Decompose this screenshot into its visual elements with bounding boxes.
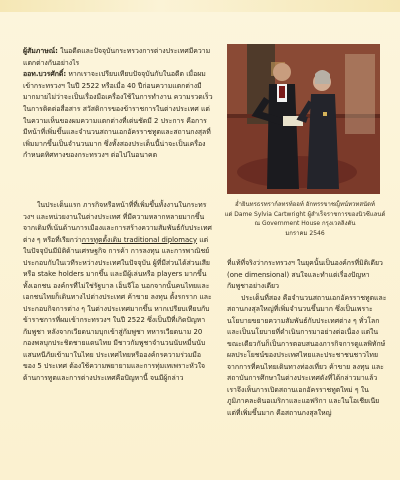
traditional-diplomacy-term: การทูตดั้งเดิม traditional diplomacy (81, 235, 198, 244)
caption-line-1: ฮ่ำยินทรธรทราก์ลทรท์ออท์ อักทรรขาชญ็ทน์ทวทสนัดท์ (234, 201, 375, 208)
answer-text: หากเราจะเปรียบเทียบปัจจุบันกับในอดีต เมื่อผมเข้ากระทรวงฯ ในปี 2522 หรือเมื่อ 40 ปีก่อนความแตกต่างมีมากมายไม่ว่าจะเป็นเรื่องมือเครื่องใช้ในการทำงาน ความรวดเร็วในการติดต่อสื่อสาร สวัสดิการของข้าราชการในต่างประเทศ แต่ในความเห็นของผมความแตกต่างที่เด่นชัดมี 2 ประการ คือการมีหน้าที่เพิ่มขึ้นและจำนวนสถานเอกอัครราชทูตและสถานกงสุลที่เพิ่มมากขึ้นเป็นจำนวนมาก ซึ่งทั้งสองประเด็นนี้น่าจะเป็นเครื่องกำหนดทิศทางของกระทรวงฯ ต่อไปในอนาคต (23, 70, 213, 160)
interview-question (23, 46, 213, 69)
left-paragraph-1-continued: แต่ในปัจจุบันมีมิติด้านเศรษฐกิจ การค้า การลงทุน และการพาณิชย์ประกอบกับในเวทีระหว่างประเทศในปัจจุบัน ผู้ที่มีส่วนได้ส่วนเสียหรือ stake holders มากขึ้น และมีผู้เล่นหรือ players มากขึ้น ทั้งเอกชน องค์กรที่ไม่ใช่รัฐบาล เอ็นจีโอ นอกจากนั้นคนไทยและเอกชนไทยก็เดินทางไปต่างประเทศ ค้าขาย ลงทุน ตั้งรกราก และประกอบกิจการต่าง ๆ ในต่างประเทศมากขึ้น หากเปรียบเทียบกับข้าราชการที่ผมเข้ากระทรวงฯ ในปี 2522 ซึ่งเป็นปีที่เกิดปัญหากัมพูชา หลังจากเวียดนามบุกเข้าสู่กัมพูชา ทหารเวียดนาม 20 กองพลบุกประชิดชายแดนไทย มีชาวกัมพูชาจำนวนนับหมื่นนับแสนหนีภัยเข้ามาในไทย ประเทศไทยหรือองค์กรความร่วมมือของ 5 ประเทศ ต้องใช้ความพยายามและการทุ่มเทเพราะหัวใจด้านการทูตและการต่างประเทศคือปัญหานี้ จนมีผู้กล่าว (23, 235, 212, 382)
right-paragraph-2: ประเด็นที่สอง คือจำนวนสถานเอกอัครราชทูตและสถานกงสุลใหญ่ที่เพิ่มจำนวนขึ้นมาก ซึ่งเป็นเพราะนโยบายขยายความสัมพันธ์กับประเทศต่าง ๆ ทั่วโลก และเป็นนโยบายที่ดำเนินการมาอย่างต่อเนื่อง แต่ในขณะเดียวกันก็เป็นการตอบสนองภารกิจการดูแลพิทักษ์ผลประโยชน์ของประเทศไทยและประชาชนชาวไทย จากการที่คนไทยเดินทางท่องเที่ยว ค้าขาย ลงทุน และสถาบันการศึกษาในต่างประเทศดังที่ได้กล่าวมาแล้ว เราจึงเห็นการเปิดสถานเอกอัครราชทูตใหม่ ๆ ในภูมิภาคละตินอเมริกาและแอฟริกา และในโอเชียเนีย แต่ที่เพิ่มขึ้นมาก คือสถานกงสุลใหญ่ (227, 293, 387, 417)
right-paragraph-1: ที่แท้ที่จริงว่ากระทรวงฯ ในยุคนั้นเป็นองค์กรที่มิติเดียว (one dimensional) สนใจและทำแต่เรื่องปัญหากัมพูชาอย่างเดียว (227, 259, 383, 290)
ceremony-photo (227, 44, 380, 194)
caption-line-3: ณ Government House กรุงเวลลิงตัน (254, 220, 356, 227)
left-column-text (23, 200, 213, 384)
interviewer-label: ผู้สัมภาษณ์: (23, 47, 58, 55)
interview-intro (23, 46, 213, 162)
photo-caption (220, 200, 390, 238)
interview-answer (23, 69, 213, 162)
photo-illustration (227, 44, 380, 194)
caption-line-4: มกราคม 2546 (285, 229, 325, 237)
ambassador-label: ออท.บวรศักดิ์: (23, 70, 67, 79)
caption-line-2: แด่ Dame Sylvia Cartwright ผู้สำเร็จราชการของนิวซีแลนด์ (224, 210, 386, 218)
question-text: ในอดีตและปัจจุบันกระทรวงการต่างประเทศมีความแตกต่างกันอย่างไร (23, 47, 211, 67)
page-header-decoration (0, 0, 400, 12)
left-paragraph-1 (23, 200, 213, 384)
left-paragraph-1-text: ในประเด็นแรก ภารกิจหรือหน้าที่ที่เพิ่มขึ้นทั้งงานในกระทรวงฯ และหน่วยงานในต่างประเทศ ที่มีความหลากหลายมากขึ้นจากเดิมที่เน้นด้านการเมืองและการสร้างความสัมพันธ์กับประเทศต่าง ๆ หรือที่เรียกว่า (23, 201, 212, 244)
right-column-text (227, 258, 387, 419)
